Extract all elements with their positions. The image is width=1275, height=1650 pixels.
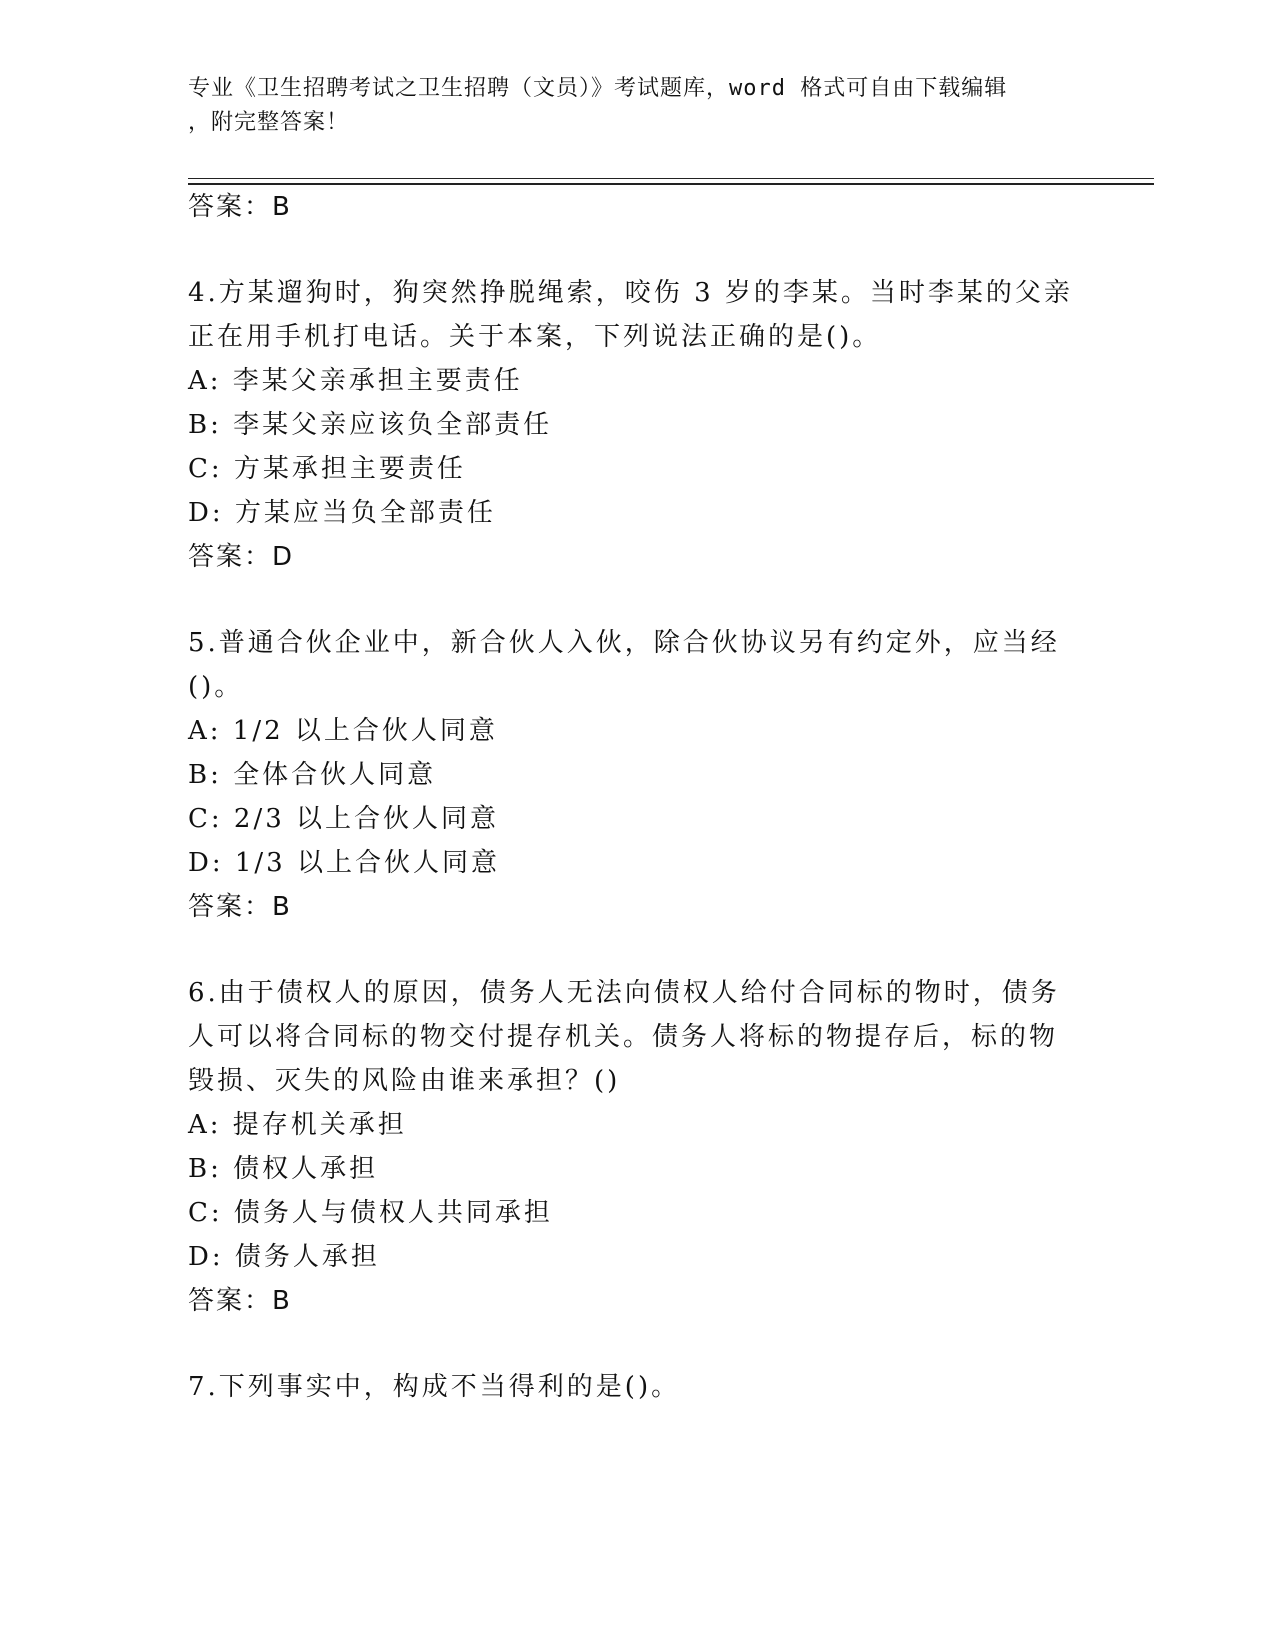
question-6-option-b: B: 债权人承担 [188, 1154, 379, 1184]
question-4-option-a: A: 李某父亲承担主要责任 [188, 366, 523, 396]
question-6-option-c: C: 债务人与债权人共同承担 [188, 1198, 553, 1228]
question-5-stem-line-2: ()。 [188, 672, 244, 702]
header-divider-thin [188, 178, 1154, 179]
question-6-stem-line-2: 人可以将合同标的物交付提存机关。债务人将标的物提存后，标的物 [188, 1022, 1059, 1052]
question-6-stem-line-1: 6.由于债权人的原因，债务人无法向债权人给付合同标的物时，债务 [188, 978, 1060, 1008]
question-4-option-d: D: 方某应当负全部责任 [188, 498, 496, 528]
question-6-answer: 答案：B [188, 1286, 292, 1316]
header-divider-thick [188, 183, 1154, 185]
question-6-option-d: D: 债务人承担 [188, 1242, 380, 1272]
question-4-stem-line-2: 正在用手机打电话。关于本案，下列说法正确的是()。 [188, 322, 882, 352]
question-5-answer: 答案：B [188, 892, 292, 922]
header-line-1: 专业《卫生招聘考试之卫生招聘（文员）》考试题库，word 格式可自由下载编辑 [188, 76, 1008, 101]
question-4-answer: 答案：D [188, 542, 295, 572]
question-4-option-b: B: 李某父亲应该负全部责任 [188, 410, 553, 440]
question-4-stem-line-1: 4.方某遛狗时，狗突然挣脱绳索，咬伤 3 岁的李某。当时李某的父亲 [188, 278, 1073, 308]
question-5-option-c: C: 2/3 以上合伙人同意 [188, 804, 500, 834]
document-header [188, 72, 1068, 140]
question-6-option-a: A: 提存机关承担 [188, 1110, 407, 1140]
header-line-2: ，附完整答案！ [188, 110, 350, 135]
question-5-option-b: B: 全体合伙人同意 [188, 760, 437, 790]
question-5-stem-line-1: 5.普通合伙企业中，新合伙人入伙，除合伙协议另有约定外，应当经 [188, 628, 1060, 658]
question-7-stem-line-1: 7.下列事实中，构成不当得利的是()。 [188, 1372, 681, 1402]
question-6-stem-line-3: 毁损、灭失的风险由谁来承担？() [188, 1066, 621, 1096]
question-5-option-d: D: 1/3 以上合伙人同意 [188, 848, 500, 878]
question-5-option-a: A: 1/2 以上合伙人同意 [188, 716, 498, 746]
answer-line: 答案：B [188, 192, 292, 222]
question-4-option-c: C: 方某承担主要责任 [188, 454, 466, 484]
